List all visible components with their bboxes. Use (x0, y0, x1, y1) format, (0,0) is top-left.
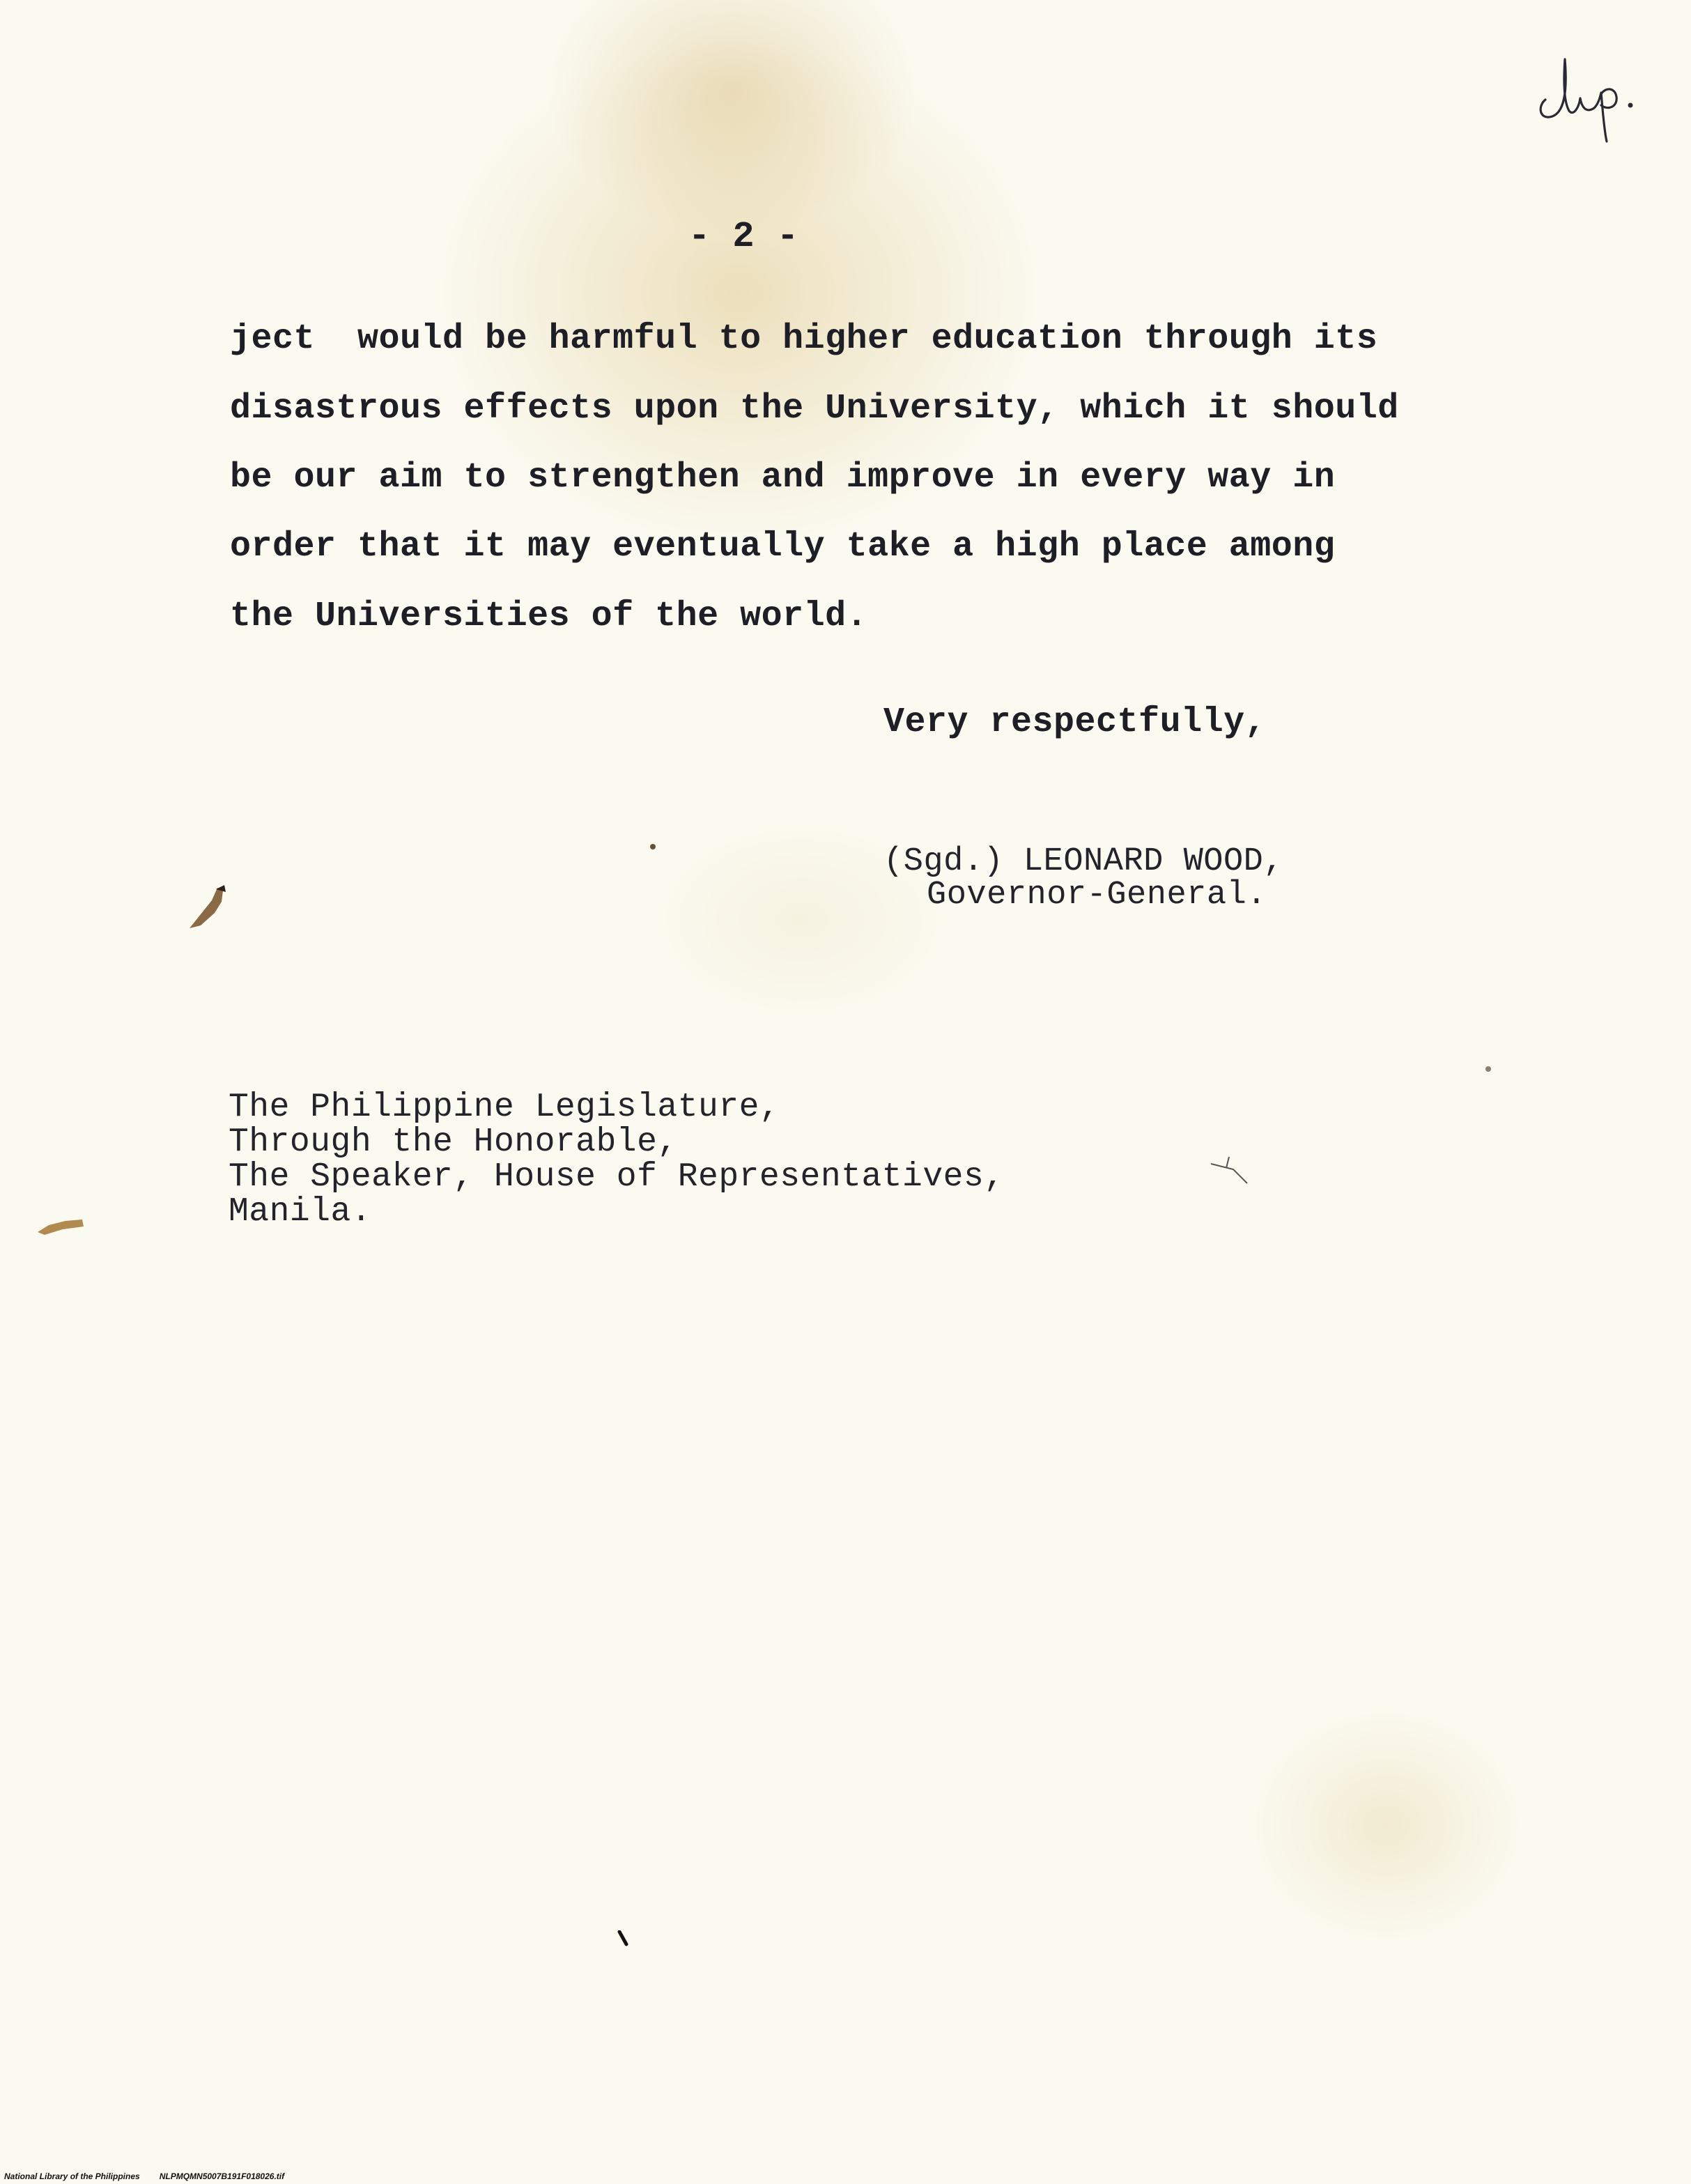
body-line: order that it may eventually take a high place among (230, 527, 1336, 567)
addressee-line: Manila. (229, 1193, 372, 1231)
addressee-line: Through the Honorable, (229, 1123, 678, 1161)
signature-line: (Sgd.) LEONARD WOOD, (883, 843, 1284, 880)
archive-footer (4, 2171, 304, 2181)
signature-title: Governor-General. (927, 877, 1267, 914)
paper-tear-mark (35, 1213, 91, 1240)
body-line: be our aim to strengthen and improve in every way in (230, 458, 1336, 498)
handwritten-annotation (1533, 38, 1658, 143)
footer-file-id: NLPMQMN5007B191F018026.tif (159, 2171, 285, 2181)
closing-salutation: Very respectfully, (883, 702, 1267, 742)
body-line: disastrous effects upon the University, which it should (230, 389, 1399, 429)
paper-tear-mark (183, 879, 238, 935)
addressee-line: The Philippine Legislature, (229, 1089, 780, 1126)
body-line: the Universities of the world. (230, 597, 868, 636)
ink-speck (617, 1930, 631, 1947)
page-number: - 2 - (688, 216, 799, 257)
footer-library: National Library of the Philippines (4, 2171, 140, 2181)
ink-speck (1205, 1150, 1254, 1192)
ink-speck (648, 842, 658, 852)
ink-speck (1484, 1065, 1492, 1073)
addressee-line: The Speaker, House of Representatives, (229, 1158, 1005, 1196)
body-line: ject would be harmful to higher education through its (230, 319, 1378, 359)
